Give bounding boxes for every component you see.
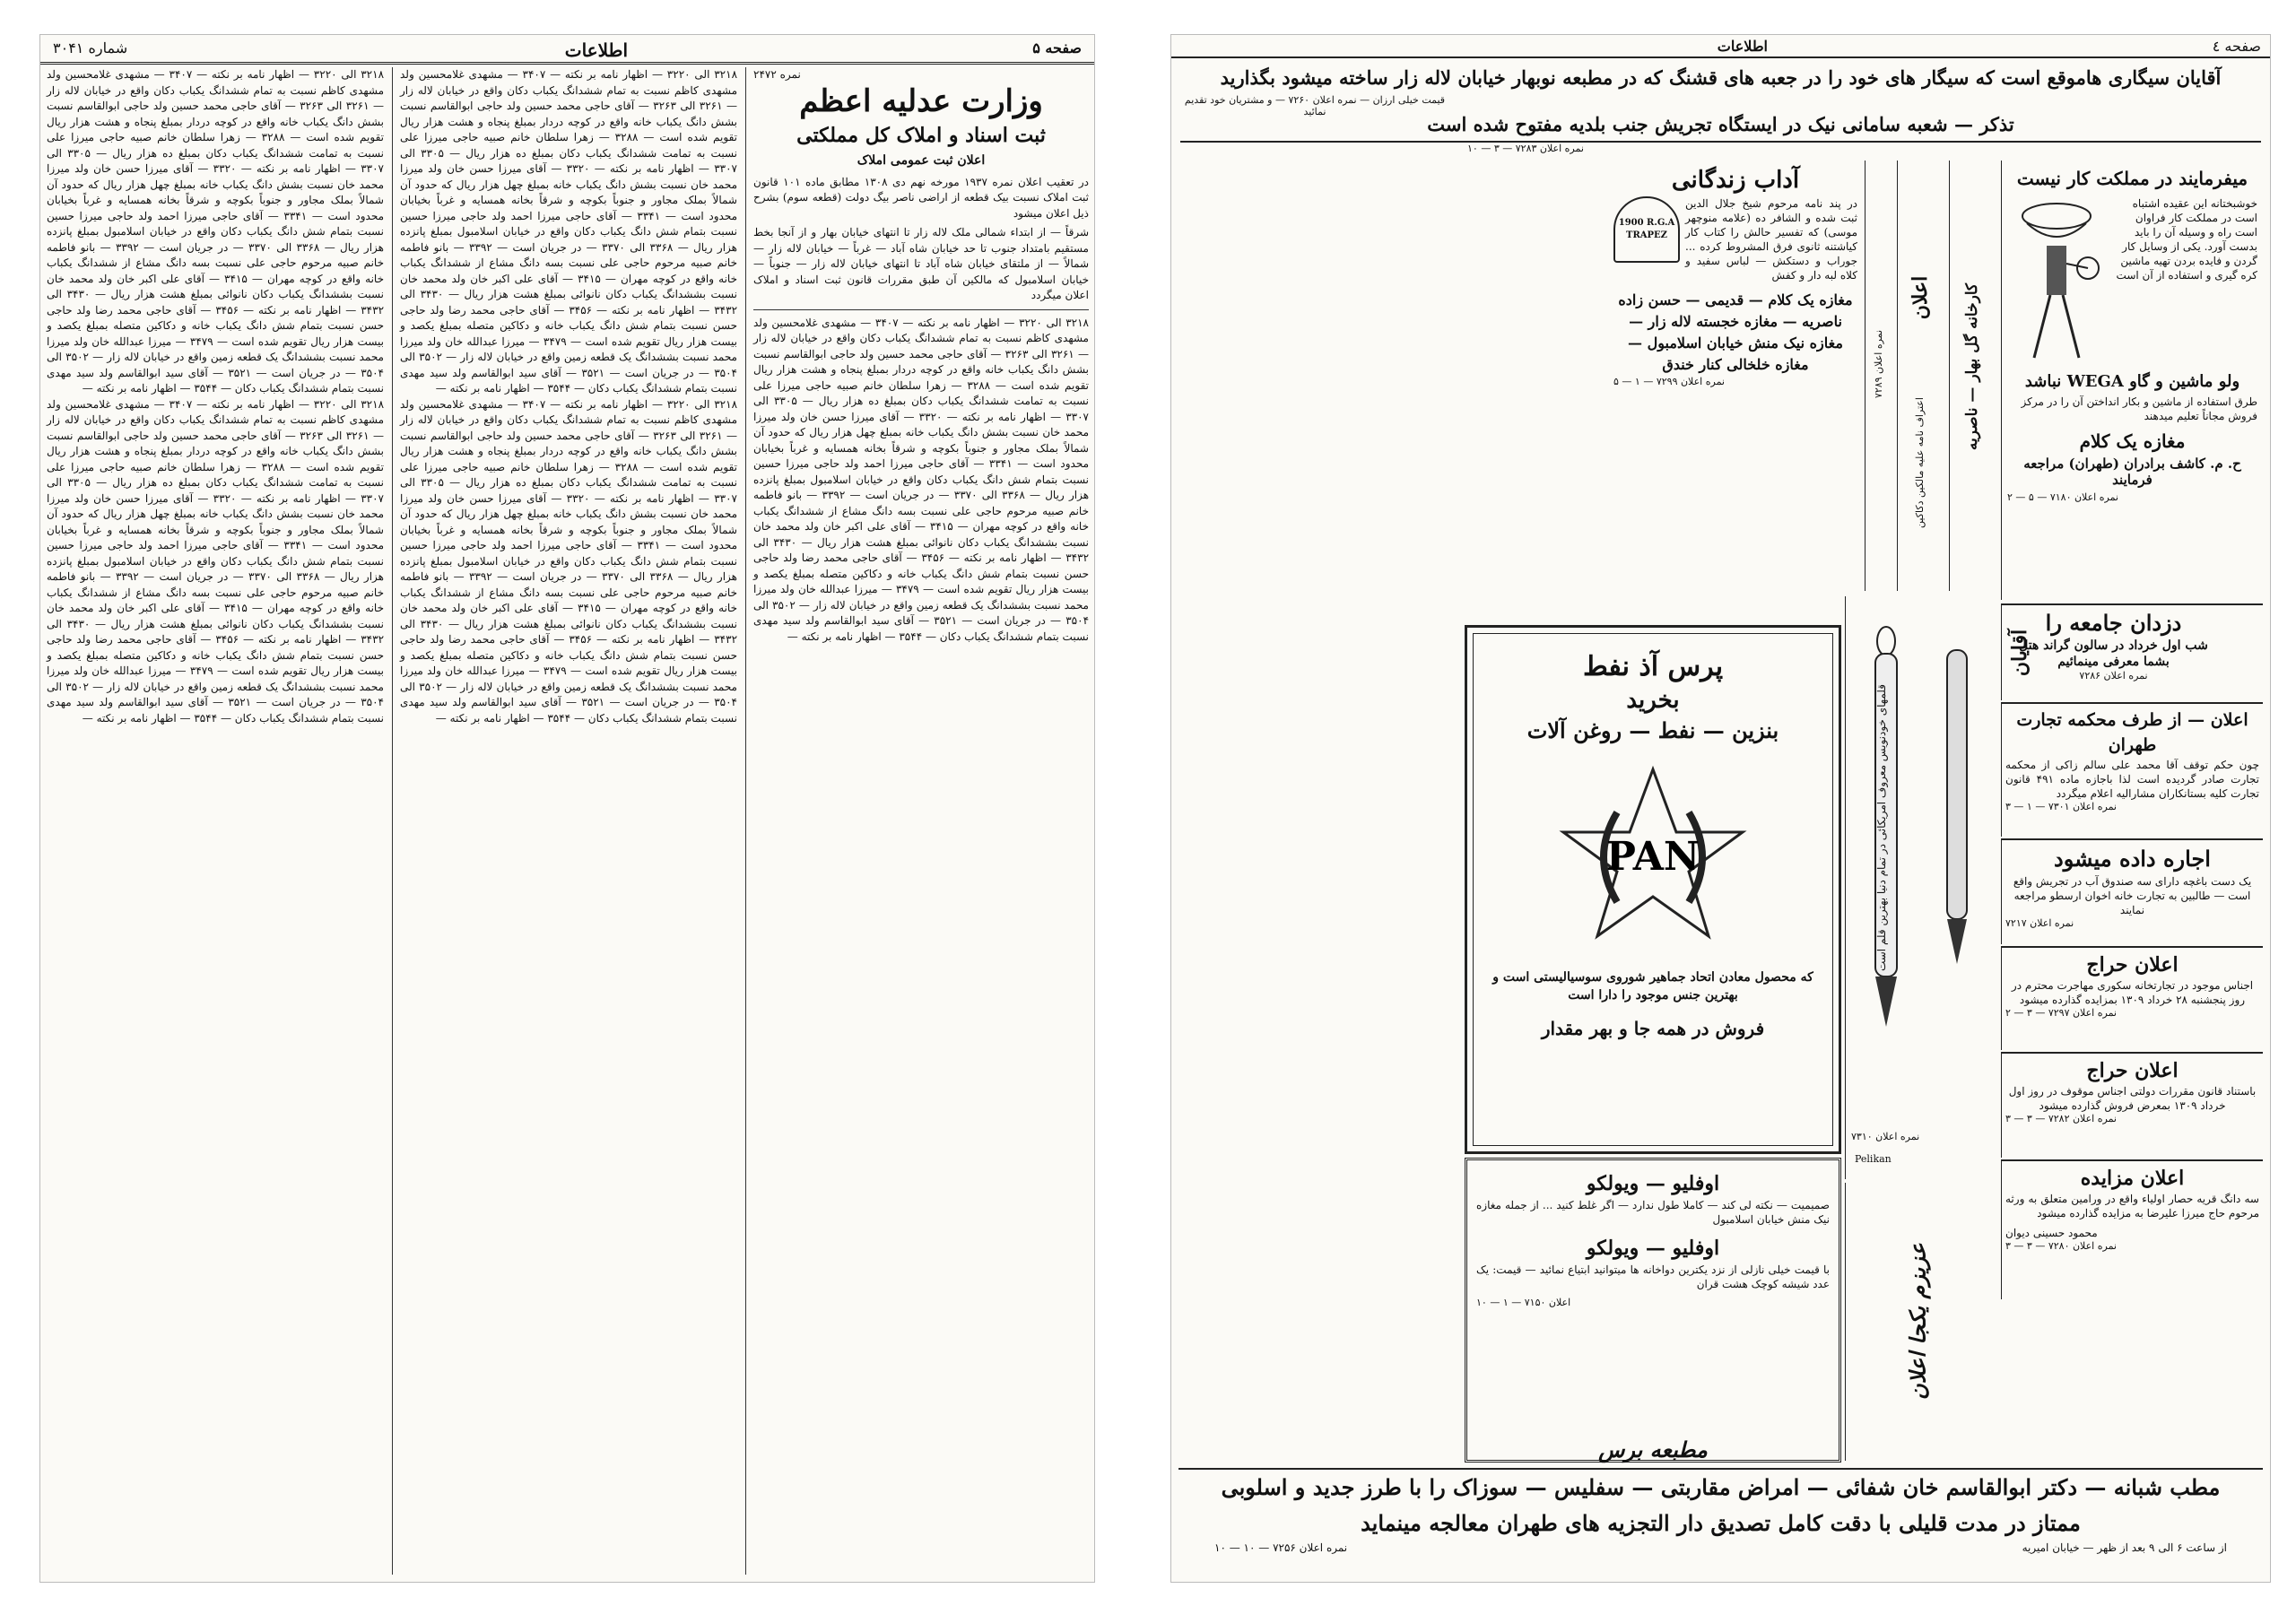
aufleur-body-2: با قیمت خیلی نازلی از نزد یکترین دواخانه ها میتوانید ابتیاع نمائید — قیمت: یک عدد شیشه کوچک هشت قران [1476,1263,1830,1290]
aufleur-body: صمیمیت — نکته لی کند — کاملا طول ندارد — اگر غلط کنید ... از جمله مغازه نیک منش خیابان اسلامبول [1476,1199,1830,1226]
rental-advertisement [2001,838,2263,944]
auction1-body: اجناس موجود در تجارتخانه سکوری مهاجرت محترم در روز پنجشنبه ۲۸ خرداد ۱۳۰۹ بمزایده گذارده میشود [2011,979,2254,1006]
vertical-ad-text: اعتراف نامه علیه مالکین دکاکین [1914,397,1926,528]
notice-heading: اعلان ثبت عمومی املاک [857,153,986,168]
wega-brand-line: ولو ماشین و گاو WEGA نباشد [2024,372,2240,391]
auction-notice-1 [2001,946,2263,1050]
wega-advertisement [2001,161,2263,600]
auction2-body: باستناد قانون مقررات دولتی اجناس موقوف در روز اول خرداد ۱۳۰۹ بمعرض فروش گذارده میشود [2008,1085,2257,1112]
aufleur-headline-2: اوفلیو — ویولکو [1586,1237,1720,1260]
aghayan-vertical-label: آقایان [2008,629,2031,677]
commerce-court-notice [2001,702,2263,837]
ministry-subtitle: ثبت اسناد و املاک کل مملکتی [796,124,1046,147]
page-number: صفحه ٤ [2212,38,2261,55]
court-headline: اعلان — از طرف محکمه تجارت طهران [2016,710,2248,755]
oil-products: بنزین — نفط — روغن آلات [1526,717,1779,743]
tajrish-notice-number: نمره اعلان ۷۲۸۳ — ۳ — ۱۰ [1467,143,1584,154]
clinic-hours: از ساعت ۶ الی ۹ بعد از ظهر — خیابان امیریه [2022,1541,2227,1554]
property-listing: ۳۲۱۸ الی ۳۲۲۰ — اظهار نامه بر نکته — ۳۴۰۷ — مشهدی غلامحسین ولد مشهدی کاظم نسبت به تمام ششدانگ یکباب دکان واقع در خیابان لاله زار — ۳۲۶۱ الی ۳۲۶۳ — آقای حاجی محمد حسین ولد حاجی ابوالقاسم نسبت بشش دانگ یکباب خانه واقع در کوچه دردار بمبلغ پنجاه و هشت هزار ریال تقویم شده است — ۳۲۸۸ — زهرا سلطان خانم صبیه حاجی میرزا علی نسبت به تمامت ششدانگ یکباب دکان بمبلغ ده هزار ریال — ۳۳۰۵ الی ۳۳۰۷ — اظهار نامه بر نکته — ۳۳۲۰ — آقای میرزا حسن خان ولد میرزا محمد خان نسبت بشش دانگ یکباب خانه بمبلغ چهل هزار ریال که حدود آن شمالاً بملک مجاور و جنوباً بکوچه و شرقاً بخانه همسایه و غرباً بخیابان محدود است — ۳۳۴۱ — آقای حاجی میرزا احمد ولد حاجی میرزا حسین نسبت بتمام شش دانگ یکباب دکان واقع در خیابان اسلامبول بمبلغ پانزده هزار ریال — ۳۳۶۸ الی ۳۳۷۰ — در جریان است — ۳۳۹۲ — بانو فاطمه خانم صبیه مرحوم حاجی علی نسبت بسه دانگ مشاع از ششدانگ یکباب خانه واقع در کوچه مهران — ۳۴۱۵ — آقای علی اکبر خان ولد محمد خان نسبت بششدانگ یکباب دکان نانوائی بمبلغ هشت هزار ریال — ۳۴۳۰ الی ۳۴۳۲ — اظهار نامه بر نکته — ۳۴۵۶ — آقای حاجی محمد رضا ولد حاجی حسن نسبت بتمام شش دانگ یکباب خانه و دکاکین متصله بمبلغ یکصد و بیست هزار ریال تقویم شده است — ۳۴۷۹ — میرزا عبدالله خان ولد میرزا محمد نسبت بششدانگ یک قطعه زمین واقع در خیابان لاله زار — ۳۵۰۲ الی ۳۵۰۴ — در جریان است — ۳۵۲۱ — آقای سید ابوالقاسم ولد سید مهدی نسبت بتمام ششدانگ یکباب دکان — ۳۵۴۴ — اظهار نامه بر نکته — [400,397,738,725]
left-running-header [40,35,1094,65]
cream-separator-machine-illustration [2007,196,2106,367]
listing-column-2 [395,67,743,1575]
bidding-notice [2001,1159,2263,1299]
rental-body: یک دست باغچه دارای سه صندوق آب در تجریش واقع است — طالبین به تجارت خانه اخوان ارسطو مراجعه نمایند [2013,875,2252,916]
vertical-script-advertisement [1845,1183,1999,1461]
property-listing: ۳۲۱۸ الی ۳۲۲۰ — اظهار نامه بر نکته — ۳۴۰۷ — مشهدی غلامحسین ولد مشهدی کاظم نسبت به تمام ششدانگ یکباب دکان واقع در خیابان لاله زار — ۳۲۶۱ الی ۳۲۶۳ — آقای حاجی محمد حسین ولد حاجی ابوالقاسم نسبت بشش دانگ یکباب خانه واقع در کوچه دردار بمبلغ پنجاه و هشت هزار ریال تقویم شده است — ۳۲۸۸ — زهرا سلطان خانم صبیه حاجی میرزا علی نسبت به تمامت ششدانگ یکباب دکان بمبلغ ده هزار ریال — ۳۳۰۵ الی ۳۳۰۷ — اظهار نامه بر نکته — ۳۳۲۰ — آقای میرزا حسن خان ولد میرزا محمد خان نسبت بشش دانگ یکباب خانه بمبلغ چهل هزار ریال که حدود آن شمالاً بملک مجاور و جنوباً بکوچه و شرقاً بخانه همسایه و غرباً بخیابان محدود است — ۳۳۴۱ — آقای حاجی میرزا احمد ولد حاجی میرزا حسین نسبت بتمام شش دانگ یکباب دکان واقع در خیابان اسلامبول بمبلغ پانزده هزار ریال — ۳۳۶۸ الی ۳۳۷۰ — در جریان است — ۳۳۹۲ — بانو فاطمه خانم صبیه مرحوم حاجی علی نسبت بسه دانگ مشاع از ششدانگ یکباب خانه واقع در کوچه مهران — ۳۴۱۵ — آقای علی اکبر خان ولد محمد خان نسبت بششدانگ یکباب دکان نانوائی بمبلغ هشت هزار ریال — ۳۴۳۰ الی ۳۴۳۲ — اظهار نامه بر نکته — ۳۴۵۶ — آقای حاجی محمد رضا ولد حاجی حسن نسبت بتمام شش دانگ یکباب خانه و دکاکین متصله بمبلغ یکصد و بیست هزار ریال تقویم شده است — ۳۴۷۹ — میرزا عبدالله خان ولد میرزا محمد نسبت بششدانگ یک قطعه زمین واقع در خیابان لاله زار — ۳۵۰۲ الی ۳۵۰۴ — در جریان است — ۳۵۲۱ — آقای سید ابوالقاسم ولد سید مهدی نسبت بتمام ششدانگ یکباب دکان — ۳۵۴۴ — اظهار نامه بر نکته — [400,68,738,395]
pan-star-logo [1554,759,1752,956]
pen-vertical-text: قلمهای خودنویس معروف امریکائی در تمام دنیا بهترین قلم است [1875,684,1888,972]
clinic-line-1: مطب شبانه — دکتر ابوالقاسم خان شفائی — امراض مقاربتی — سفلیس — سوزاک را با طرز جدید و اسلوبی [1221,1474,2221,1500]
auction1-headline: اعلان حراج [2086,953,2179,977]
wega-headline: میفرمایند در مملکت کار نیست [2016,168,2248,189]
wega-notice-number: نمره اعلان ۷۱۸۰ — ۵ — ۲ [2007,491,2118,503]
right-newspaper-page [1170,34,2271,1583]
newspaper-title: اطلاعات [1717,38,1768,55]
wega-shop: مغازه یک کلام [2079,430,2186,452]
property-listing: ۳۲۱۸ الی ۳۲۲۰ — اظهار نامه بر نکته — ۳۴۰۷ — مشهدی غلامحسین ولد مشهدی کاظم نسبت به تمام ششدانگ یکباب دکان واقع در خیابان لاله زار — ۳۲۶۱ الی ۳۲۶۳ — آقای حاجی محمد حسین ولد حاجی ابوالقاسم نسبت بشش دانگ یکباب خانه واقع در کوچه دردار بمبلغ پنجاه و هشت هزار ریال تقویم شده است — ۳۲۸۸ — زهرا سلطان خانم صبیه حاجی میرزا علی نسبت به تمامت ششدانگ یکباب دکان بمبلغ ده هزار ریال — ۳۳۰۵ الی ۳۳۰۷ — اظهار نامه بر نکته — ۳۳۲۰ — آقای میرزا حسن خان ولد میرزا محمد خان نسبت بشش دانگ یکباب خانه بمبلغ چهل هزار ریال که حدود آن شمالاً بملک مجاور و جنوباً بکوچه و شرقاً بخانه همسایه و غرباً بخیابان محدود است — ۳۳۴۱ — آقای حاجی میرزا احمد ولد حاجی میرزا حسین نسبت بتمام شش دانگ یکباب دکان واقع در خیابان اسلامبول بمبلغ پانزده هزار ریال — ۳۳۶۸ الی ۳۳۷۰ — در جریان است — ۳۳۹۲ — بانو فاطمه خانم صبیه مرحوم حاجی علی نسبت بسه دانگ مشاع از ششدانگ یکباب خانه واقع در کوچه مهران — ۳۴۱۵ — آقای علی اکبر خان ولد محمد خان نسبت بششدانگ یکباب دکان نانوائی بمبلغ هشت هزار ریال — ۳۴۳۰ الی ۳۴۳۲ — اظهار نامه بر نکته — ۳۴۵۶ — آقای حاجی محمد رضا ولد حاجی حسن نسبت بتمام شش دانگ یکباب خانه و دکاکین متصله بمبلغ یکصد و بیست هزار ریال تقویم شده است — ۳۴۷۹ — میرزا عبدالله خان ولد میرزا محمد نسبت بششدانگ یک قطعه زمین واقع در خیابان لاله زار — ۳۵۰۲ الی ۳۵۰۴ — در جریان است — ۳۵۲۱ — آقای سید ابوالقاسم ولد سید مهدی نسبت بتمام ششدانگ یکباب دکان — ۳۵۴۴ — اظهار نامه بر نکته — [47,68,385,395]
adab-shops: مغازه یک کلام — قدیمی — حسن زاده ناصریه — مغازه خجسته لاله زار — مغازه نیک منش خیابان اسلامبول — مغازه خلخالی کنار خندق [1618,291,1853,373]
auction-notice-2 [2001,1052,2263,1158]
listing-column-3 [41,67,389,1575]
court-body: چون حکم توقف آقا محمد علی سالم زاکی از محکمه تجارت صادر گردیده است لذا باجازه ماده ۴۹۱ قانون تجارت کلیه بستانکاران مشارالیه اعلام میگردد [2005,759,2259,800]
night-clinic-banner [1178,1468,2263,1577]
printing-house-signature [1465,1434,1841,1466]
auction2-headline: اعلان حراج [2086,1059,2179,1082]
vertical-ad-notice [1897,161,1947,591]
newspaper-title: اطلاعات [564,39,628,61]
vertical-script-text: عزیزم یکجا اعلان [1904,1243,1931,1400]
thieves-notice-number: نمره اعلان ۷۲۸۶ [2079,670,2148,681]
bid-signature: محمود حسینی دیوان [2005,1227,2098,1239]
aufleur-headline: اوفلیو — ویولکو [1586,1172,1720,1195]
rental-headline: اجاره داده میشود [2054,846,2211,872]
aufleur-violco-advertisement [1465,1158,1841,1463]
vertical-ad-flower-factory [1949,161,1999,591]
banner-note: قیمت خیلی ارزان — نمره اعلان ۷۲۶۰ — و مشتریان خود تقدیم نمائید [1184,94,1446,117]
oil-products-advertisement [1465,625,1841,1154]
issue-number: شماره ۳۰۴۱ [53,39,128,56]
bid-headline: اعلان مزایده [2080,1167,2185,1190]
thieves-advertisement [2001,603,2263,700]
auction2-notice-number: نمره اعلان ۷۲۸۲ — ۳ — ۳ [2005,1113,2117,1124]
fountain-pen-advertisement [1845,596,1999,1179]
page-number: صفحه ۵ [1032,39,1082,56]
cigarette-box-banner: آقایان سیگاری هاموقع است که سیگار های خود را در جعبه های قشنگ که در مطبعه نوبهار خیابان لاله زار ساخته میشود بگذارید [1220,66,2222,89]
vertical-ad-text: اعلان [1909,275,1932,320]
oil-headline: پرس آذ نفط [1582,651,1724,682]
column-rule [392,67,393,1575]
column-rule [745,67,746,1575]
bid-notice-number: نمره اعلان ۷۲۸۰ — ۳ — ۳ [2005,1240,2117,1252]
notice-boundaries: شرقاً — از ابتداء شمالی ملک لاله زار تا انتهای خیابان بهار و از آنجا بخط مستقیم بامتداد جنوب تا حد خیابان شاه آباد — غرباً — خیابان لاله زار — شمالاً — از ملتقای خیابان شاه آباد تا انتهای خیابان لاله زار — جنوباً — خیابان اسلامبول که مالکین آن طبق مقررات قانون ثبت اسناد و املاک اعلان میگردد [753,226,1089,301]
pen-notice-number: نمره اعلان ۷۳۱۰ [1851,1131,1920,1142]
clinic-notice-number: نمره اعلان ۷۲۵۶ — ۱۰ — ۱۰ [1214,1541,1348,1554]
adab-headline: آداب زندگانی [1671,167,1800,194]
printing-house-name: مطبعه برس [1598,1437,1708,1463]
ministry-notice-column [748,67,1094,1575]
aufleur-notice-number: اعلان ۷۱۵۰ — ۱ — ۱۰ [1476,1297,1571,1308]
oil-sale-line: فروش در همه جا و بهر مقدار [1541,1018,1765,1039]
ministry-title: وزارت عدلیه اعظم [799,83,1043,119]
vertical-ad-small [1865,161,1895,591]
notice-number: نمره ۲۴۷۲ [753,68,801,81]
adab-body: در پند نامه مرحوم شیخ جلال الدین ثبت شده و الشافر ده (علامه منوچهر موسی) که تفسیر حالش را کتاب کار کیاشتنه ثانوی فرق المشروط کرده ... جوراب و دستکش — لباس سفید و کلاه لبه دار و کفش [1685,197,1857,282]
adab-notice-number: نمره اعلان ۷۲۹۹ — ۱ — ۵ [1613,376,1725,387]
trapez-logo: 1900 R.G.A TRAPEZ [1613,196,1680,263]
bid-body: سه دانگ قریه حصار اولیاء واقع در ورامین متعلق به ورثه مرحوم حاج میرزا علیرضا به مزایده گذارده میشود [2005,1193,2259,1220]
wega-detail: طرق استفاده از ماشین و بکار انداختن آن را در مرکز فروش مجاناً تعلیم میدهند [2021,395,2257,422]
rental-notice-number: نمره اعلان ۷۲۱۷ [2005,917,2074,929]
pen-brand: Pelikan [1855,1153,1892,1165]
vertical-ad-text: نمره اعلان ۷۲۸۹ [1873,329,1884,399]
right-running-header [1171,35,2270,58]
tajrish-branch-banner: تذکر — شعبه سامانی نیک در ایستگاه تجریش جنب بلدیه مفتوح شده است [1180,109,2261,143]
life-manners-advertisement [1610,161,1861,591]
fountain-pen-illustration [1850,614,1994,1116]
property-listing: ۳۲۱۸ الی ۳۲۲۰ — اظهار نامه بر نکته — ۳۴۰۷ — مشهدی غلامحسین ولد مشهدی کاظم نسبت به تمام ششدانگ یکباب دکان واقع در خیابان لاله زار — ۳۲۶۱ الی ۳۲۶۳ — آقای حاجی محمد حسین ولد حاجی ابوالقاسم نسبت بشش دانگ یکباب خانه واقع در کوچه دردار بمبلغ پنجاه و هشت هزار ریال تقویم شده است — ۳۲۸۸ — زهرا سلطان خانم صبیه حاجی میرزا علی نسبت به تمامت ششدانگ یکباب دکان بمبلغ ده هزار ریال — ۳۳۰۵ الی ۳۳۰۷ — اظهار نامه بر نکته — ۳۳۲۰ — آقای میرزا حسن خان ولد میرزا محمد خان نسبت بشش دانگ یکباب خانه بمبلغ چهل هزار ریال که حدود آن شمالاً بملک مجاور و جنوباً بکوچه و شرقاً بخانه همسایه و غرباً بخیابان محدود است — ۳۳۴۱ — آقای حاجی میرزا احمد ولد حاجی میرزا حسین نسبت بتمام شش دانگ یکباب دکان واقع در خیابان اسلامبول بمبلغ پانزده هزار ریال — ۳۳۶۸ الی ۳۳۷۰ — در جریان است — ۳۳۹۲ — بانو فاطمه خانم صبیه مرحوم حاجی علی نسبت بسه دانگ مشاع از ششدانگ یکباب خانه واقع در کوچه مهران — ۳۴۱۵ — آقای علی اکبر خان ولد محمد خان نسبت بششدانگ یکباب دکان نانوائی بمبلغ هشت هزار ریال — ۳۴۳۰ الی ۳۴۳۲ — اظهار نامه بر نکته — ۳۴۵۶ — آقای حاجی محمد رضا ولد حاجی حسن نسبت بتمام شش دانگ یکباب خانه و دکاکین متصله بمبلغ یکصد و بیست هزار ریال تقویم شده است — ۳۴۷۹ — میرزا عبدالله خان ولد میرزا محمد نسبت بششدانگ یک قطعه زمین واقع در خیابان لاله زار — ۳۵۰۲ الی ۳۵۰۴ — در جریان است — ۳۵۲۱ — آقای سید ابوالقاسم ولد سید مهدی نسبت بتمام ششدانگ یکباب دکان — ۳۵۴۴ — اظهار نامه بر نکته — [47,397,385,725]
property-listing: ۳۲۱۸ الی ۳۲۲۰ — اظهار نامه بر نکته — ۳۴۰۷ — مشهدی غلامحسین ولد مشهدی کاظم نسبت به تمام ششدانگ یکباب دکان واقع در خیابان لاله زار — ۳۲۶۱ الی ۳۲۶۳ — آقای حاجی محمد حسین ولد حاجی ابوالقاسم نسبت بشش دانگ یکباب خانه واقع در کوچه دردار بمبلغ پنجاه و هشت هزار ریال تقویم شده است — ۳۲۸۸ — زهرا سلطان خانم صبیه حاجی میرزا علی نسبت به تمامت ششدانگ یکباب دکان بمبلغ ده هزار ریال — ۳۳۰۵ الی ۳۳۰۷ — اظهار نامه بر نکته — ۳۳۲۰ — آقای میرزا حسن خان ولد میرزا محمد خان نسبت بشش دانگ یکباب خانه بمبلغ چهل هزار ریال که حدود آن شمالاً بملک مجاور و جنوباً بکوچه و شرقاً بخانه همسایه و غرباً بخیابان محدود است — ۳۳۴۱ — آقای حاجی میرزا احمد ولد حاجی میرزا حسین نسبت بتمام شش دانگ یکباب دکان واقع در خیابان اسلامبول بمبلغ پانزده هزار ریال — ۳۳۶۸ الی ۳۳۷۰ — در جریان است — ۳۳۹۲ — بانو فاطمه خانم صبیه مرحوم حاجی علی نسبت بسه دانگ مشاع از ششدانگ یکباب خانه واقع در کوچه مهران — ۳۴۱۵ — آقای علی اکبر خان ولد محمد خان نسبت بششدانگ یکباب دکان نانوائی بمبلغ هشت هزار ریال — ۳۴۳۰ الی ۳۴۳۲ — اظهار نامه بر نکته — ۳۴۵۶ — آقای حاجی محمد رضا ولد حاجی حسن نسبت بتمام شش دانگ یکباب خانه و دکاکین متصله بمبلغ یکصد و بیست هزار ریال تقویم شده است — ۳۴۷۹ — میرزا عبدالله خان ولد میرزا محمد نسبت بششدانگ یک قطعه زمین واقع در خیابان لاله زار — ۳۵۰۲ الی ۳۵۰۴ — در جریان است — ۳۵۲۱ — آقای سید ابوالقاسم ولد سید مهدی نسبت بتمام ششدانگ یکباب دکان — ۳۵۴۴ — اظهار نامه بر نکته — [753,316,1090,643]
oil-description: که محصول معادن اتحاد جماهیر شوروی سوسیالیستی است و بهترین جنس موجود را دارا است [1492,970,1813,1003]
wega-agent: ح. م. کاشف برادران (طهران) مراجعه فرمایند [2023,456,2241,488]
notice-intro: در تعقیب اعلان نمره ۱۹۳۷ مورخه نهم دی ۱۳۰۸ مطابق ماده ۱۰۱ قانون ثبت املاک نسبت بیک قطعه از اراضی ناصر بیگ دولت (قطعه سوم) بشرح ذیل اعلان میشود [753,175,1089,220]
left-newspaper-page [39,34,1095,1583]
clinic-line-2: ممتاز در مدت قلیلی با دقت کامل تصدیق دار التجزیه های طهران معالجه مینماید [1361,1510,2081,1536]
oil-buy: بخرید [1626,687,1680,714]
thieves-headline: دزدان جامعه را [2045,610,2182,636]
court-notice-number: نمره اعلان ۷۳۰۱ — ۱ — ۳ [2005,801,2117,812]
wega-body: خوشبختانه این عقیده اشتباه است در مملکت کار فراوان است راه و وسیله آن را باید بدست آورد. یکی از وسایل کار گردن و فایده بردن تهیه ماشین کره گیری و استفاده از آن است [2116,197,2257,282]
auction1-notice-number: نمره اعلان ۷۲۹۷ — ۳ — ۲ [2005,1007,2117,1019]
thieves-body: شب اول خرداد در سالون گراند هتل بشما معرفی مینمائیم [2019,638,2208,669]
pan-logo-text: PAN [1605,834,1700,880]
vertical-ad-text: کارخانه گل بهار — ناصریه [1963,282,1981,451]
